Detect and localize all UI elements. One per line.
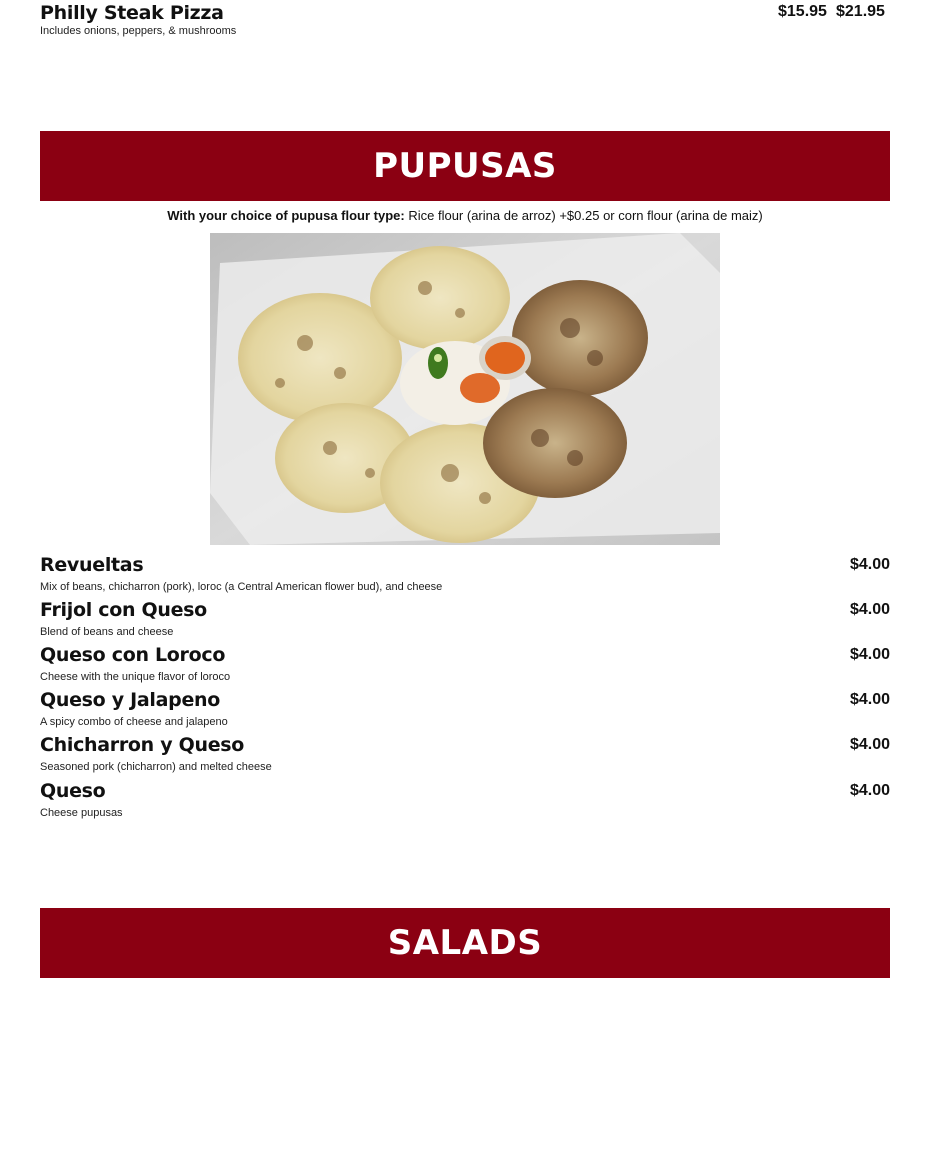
menu-item-frijol-con-queso [40,599,890,639]
item-description: Cheese pupusas [40,807,123,819]
item-price: $4.00 [849,646,890,663]
item-name: Queso [40,780,106,802]
pupusas-photo [210,233,720,545]
item-name: Queso y Jalapeno [40,689,221,711]
item-price: $4.00 [849,601,890,618]
item-description: Includes onions, peppers, & mushrooms [40,25,237,37]
section-banner-salads [40,908,890,978]
item-name: Revueltas [40,554,144,576]
menu-item-revueltas [40,554,890,594]
item-name: Frijol con Queso [40,599,207,621]
section-title: SALADS [387,923,543,963]
price-small: $15.95 [778,3,827,20]
item-description: Cheese with the unique flavor of loroco [40,671,231,683]
item-name: Chicharron y Queso [40,734,245,756]
item-price: $4.00 [849,691,890,708]
flour-note-label: With your choice of pupusa flour type: [167,208,405,223]
menu-item-queso-y-jalapeno [40,689,890,729]
item-description: A spicy combo of cheese and jalapeno [40,716,228,728]
item-description: Seasoned pork (chicharron) and melted cheese [40,761,272,773]
item-price: $4.00 [849,782,890,799]
section-title: PUPUSAS [373,146,557,186]
menu-item-queso-con-loroco [40,644,890,684]
flour-note-text: Rice flour (arina de arroz) +$0.25 or corn flour (arina de maiz) [404,208,763,223]
section-banner-pupusas [40,131,890,201]
menu-item-queso [40,780,890,820]
item-price: $4.00 [849,556,890,573]
item-description: Blend of beans and cheese [40,626,174,638]
item-price: $4.00 [849,736,890,753]
menu-item-philly-steak-pizza [40,0,890,40]
menu-item-chicharron-y-queso [40,734,890,774]
flour-choice-note [0,208,930,223]
item-name: Queso con Loroco [40,644,226,666]
price-large: $21.95 [836,3,885,20]
item-name: Philly Steak Pizza [40,2,224,24]
item-description: Mix of beans, chicharron (pork), loroc (a Central American flower bud), and cheese [40,581,443,593]
